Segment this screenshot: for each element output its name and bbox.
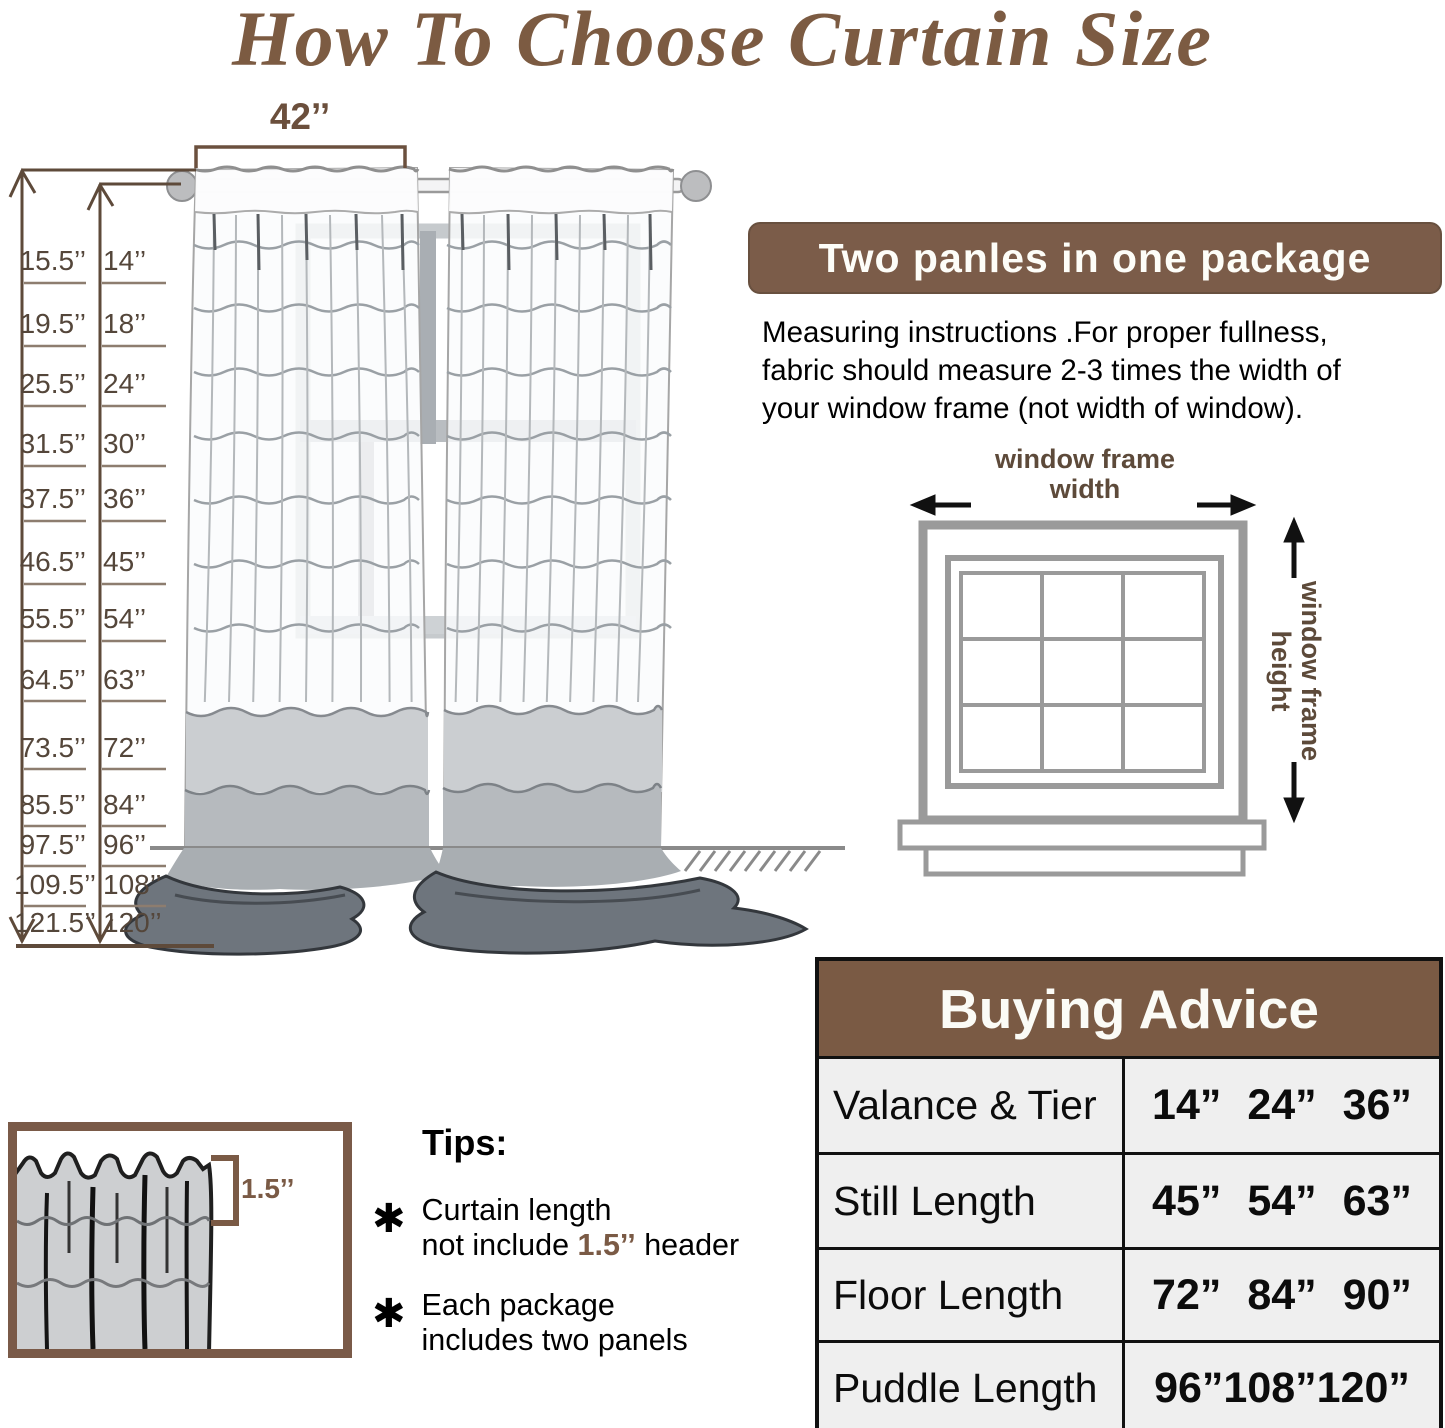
scale-label-length: 54’’ [103,603,147,634]
measuring-note-line: your window frame (not width of window). [762,392,1304,425]
package-banner [748,222,1442,294]
arrow-left-icon [911,495,935,515]
rod-width-label: 42’’ [269,96,331,137]
header-detail-box [8,1122,352,1358]
window-sill [900,822,1264,848]
scale-label-with-header: 46.5’’ [19,546,86,577]
tip-item [372,1193,739,1263]
row-label: Still Length [819,1155,1125,1247]
window-sill [926,848,1243,874]
scale-label-with-header: 97.5’’ [19,829,86,860]
scale-label-length: 30’’ [103,428,147,459]
measuring-note-line: fabric should measure 2-3 times the width of [762,354,1341,387]
header-height-label: 1.5’’ [241,1173,295,1204]
row-values: 96”108”120” [1125,1343,1439,1428]
scale-label-with-header: 85.5’’ [19,789,86,820]
scale-label-length: 72’’ [103,732,147,763]
row-label: Puddle Length [819,1343,1125,1428]
scale-label-length: 120’’ [103,907,162,938]
rod-finial-right [681,171,711,201]
table-row [819,1343,1439,1428]
scale-label-length: 45’’ [103,546,147,577]
window-frame-height-label: window frame height [1266,580,1326,762]
row-values: 72” 84” 90” [1125,1250,1439,1340]
scale-label-with-header: 19.5’’ [19,308,86,339]
scale-label-with-header: 37.5’’ [19,483,86,514]
scale-label-length: 63’’ [103,664,147,695]
rod-finial-left [167,171,197,201]
scale-label-length: 36’’ [103,483,147,514]
scale-label-length: 14’’ [103,245,147,276]
measuring-note-line: Measuring instructions .For proper fullness, [762,316,1328,349]
buying-advice-title: Buying Advice [939,977,1319,1040]
scale-label-length: 96’’ [103,829,147,860]
tip-line: Curtain length [421,1193,612,1227]
asterisk-icon: ✱ [372,1292,406,1336]
header-detail-sketch [17,1131,343,1349]
arrow-up-icon [1284,518,1304,542]
curtain-bands [185,706,662,848]
scale-label-length: 84’’ [103,789,147,820]
scale-label-with-header: 109.5’’ [14,869,97,900]
scale-label-length: 18’’ [103,308,147,339]
row-label: Valance & Tier [819,1059,1125,1152]
scale-label-with-header: 55.5’’ [19,603,86,634]
asterisk-icon: ✱ [372,1197,406,1241]
row-label: Floor Length [819,1250,1125,1340]
scale-label-length: 24’’ [103,368,147,399]
table-row [819,1059,1439,1155]
arrow-right-icon [1231,495,1255,515]
buying-advice-table [815,957,1443,1428]
table-row [819,1250,1439,1343]
scale-label-length: 108’’ [103,869,162,900]
window-frame-width-label: window frame width [994,444,1176,504]
row-values: 14” 24” 36” [1125,1059,1439,1152]
scale-label-with-header: 64.5’’ [19,664,86,695]
width-bracket [196,147,405,168]
scale-label-with-header: 73.5’’ [19,732,86,763]
arrow-down-icon [1284,798,1304,822]
tips-heading: Tips: [422,1122,508,1163]
scale-label-with-header: 31.5’’ [19,428,86,459]
scale-label-with-header: 15.5’’ [19,245,86,276]
scale-label-with-header: 25.5’’ [19,368,86,399]
tip-line: Each package [421,1288,615,1322]
page-title: How To Choose Curtain Size [231,0,1214,82]
tip-line: includes two panels [421,1323,688,1357]
tip-line: not include 1.5’’ header [421,1228,740,1262]
measuring-note [762,314,1445,428]
package-banner-label: Two panles in one package [818,234,1372,281]
height-bracket [211,1158,236,1223]
header-height-value: 1.5’’ [577,1228,636,1262]
buying-advice-header [819,961,1439,1059]
table-row [819,1155,1439,1250]
tip-item [372,1288,688,1358]
scale-label-with-header: 121.5’’ [14,907,97,938]
row-values: 45” 54” 63” [1125,1155,1439,1247]
